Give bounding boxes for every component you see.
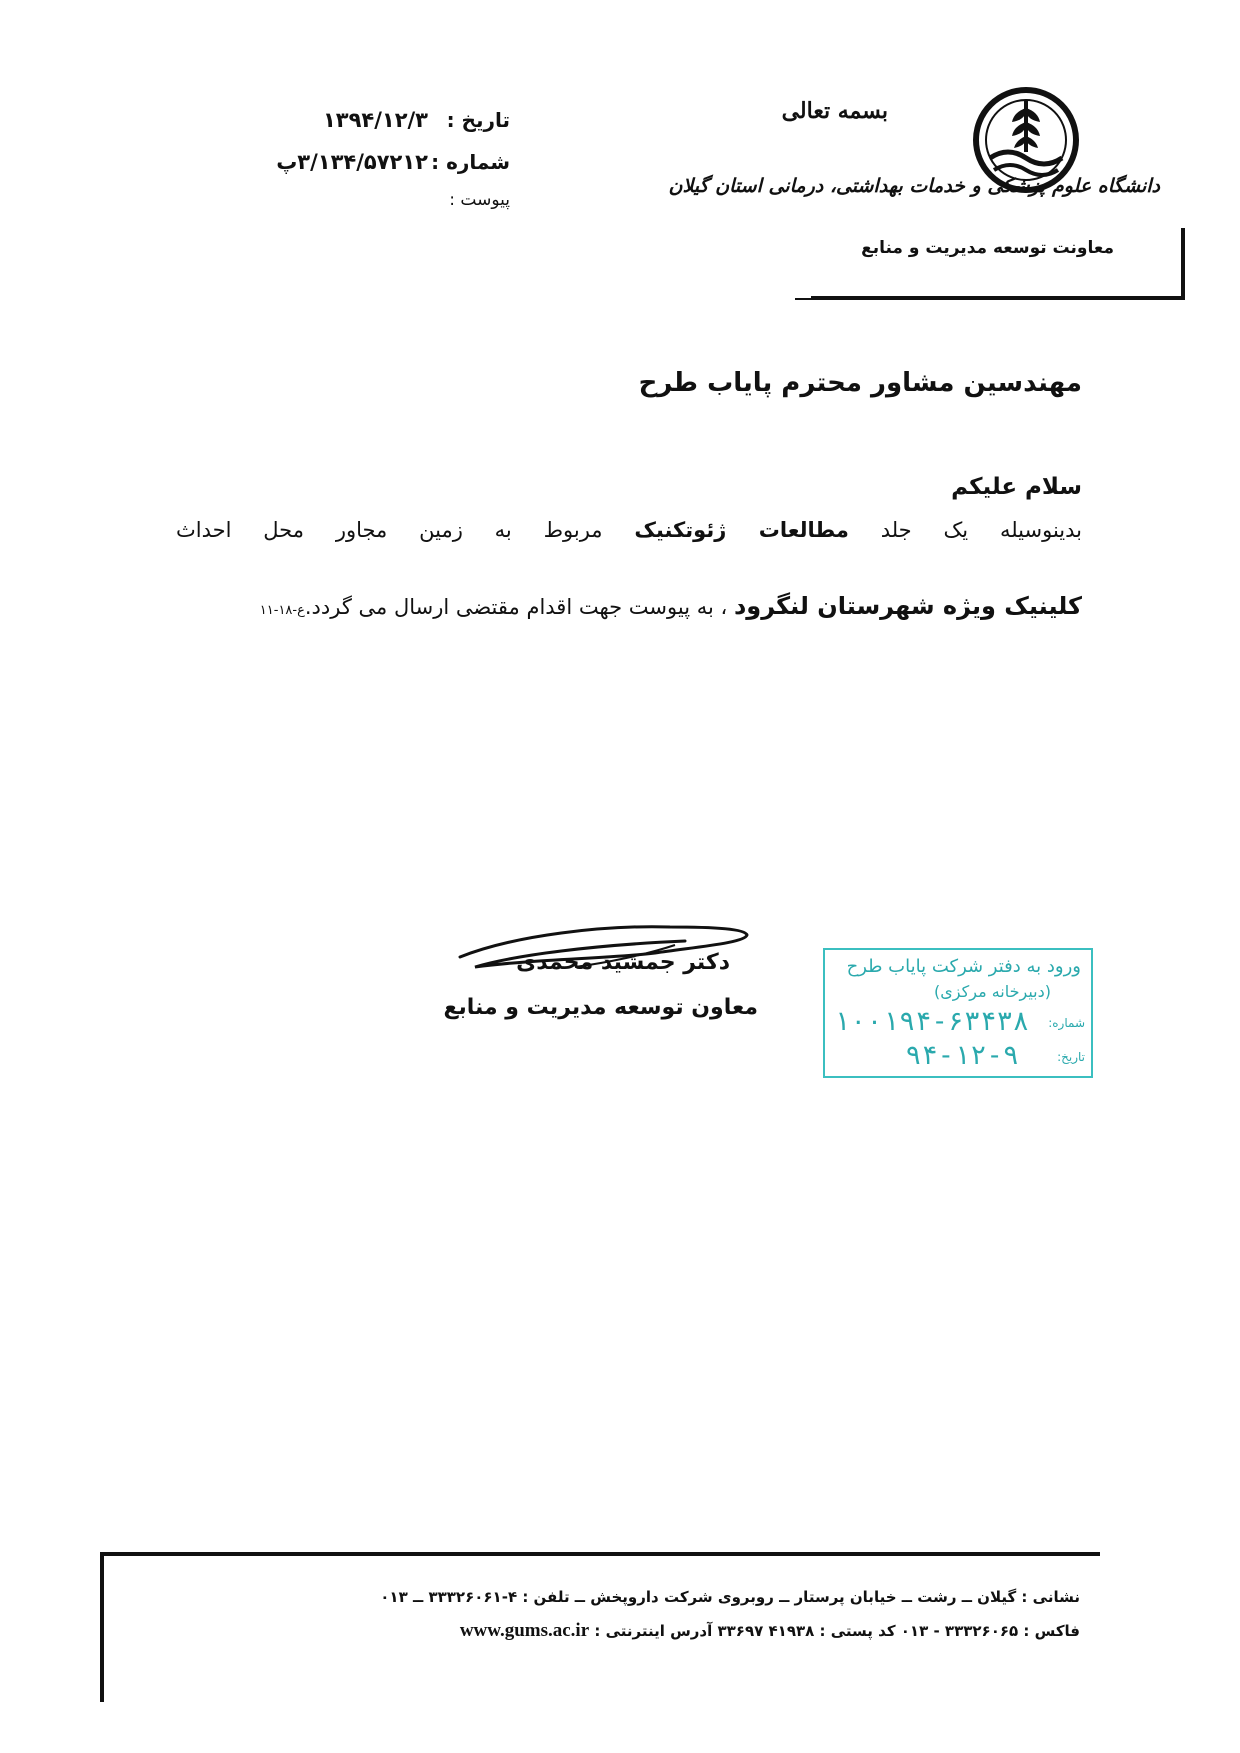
bismillah: بسمه تعالی (781, 98, 888, 124)
number-value: ۳/۱۳۴/۵۷۲۱۲پ (276, 150, 428, 174)
footer-rule-left (100, 1552, 104, 1702)
para1-part-a: بدینوسیله یک جلد (880, 518, 1082, 542)
body-paragraph-line-1 (176, 518, 1082, 542)
number-label: شماره : (431, 150, 510, 174)
signer-name: دکتر جمشید محمدی (516, 950, 730, 975)
para2-part-c: ع-۱۸-۱۱ (259, 603, 305, 618)
footer-address: نشانی : گیلان ــ رشت ــ خیابان پرستار ــ روبروی شرکت داروپخش ــ تلفن : ۴-۳۳۳۲۶۰۶۱ ــ ۰۱۳ (380, 1588, 1080, 1606)
received-stamp (823, 948, 1093, 1078)
website-link[interactable]: www.gums.ac.ir (459, 1620, 590, 1641)
department-name: معاونت توسعه مدیریت و منابع (861, 238, 1114, 258)
para1-part-c: مربوط به زمین مجاور محل احداث (176, 518, 603, 542)
footer-rule-top (100, 1552, 1100, 1556)
stamp-number-label: شماره: (1048, 1016, 1085, 1030)
body-paragraph-line-2 (260, 592, 1082, 620)
signer-title: معاون توسعه مدیریت و منابع (443, 995, 758, 1020)
recipient: مهندسین مشاور محترم پایاب طرح (638, 368, 1082, 398)
university-name: دانشگاه علوم پزشکی و خدمات بهداشتی، درمانی استان گیلان (668, 175, 1160, 197)
greeting: سلام علیکم (951, 474, 1082, 500)
date-label: تاریخ : (446, 108, 510, 132)
para1-part-b: مطالعات ژئوتکنیک (634, 518, 849, 542)
footer-fax-line (460, 1620, 1080, 1642)
stamp-title: ورود به دفتر شرکت پایاب طرح (846, 956, 1081, 977)
stamp-date-label: تاریخ: (1057, 1050, 1085, 1064)
stamp-number-value: ۱۰۰۱۹۴-۶۳۴۳۸ (833, 1006, 1029, 1037)
stamp-date-value: ۹۴-۱۲-۹ (905, 1040, 1019, 1071)
para2-part-a: کلینیک ویژه شهرستان لنگرود (733, 592, 1082, 620)
attachment-label: پیوست : (449, 190, 510, 210)
para2-part-b: ، به پیوست جهت اقدام مقتضی ارسال می گردد. (304, 595, 728, 619)
date-value: ۱۳۹۴/۱۲/۳ (322, 108, 428, 132)
stamp-subtitle: (دبیرخانه مرکزی) (934, 982, 1051, 1001)
footer-fax: فاکس : ۳۳۳۲۶۰۶۵ - ۰۱۳ کد پستی : ۴۱۹۳۸ ۳۳۶۹۷ آدرس اینترنتی : (594, 1622, 1080, 1640)
